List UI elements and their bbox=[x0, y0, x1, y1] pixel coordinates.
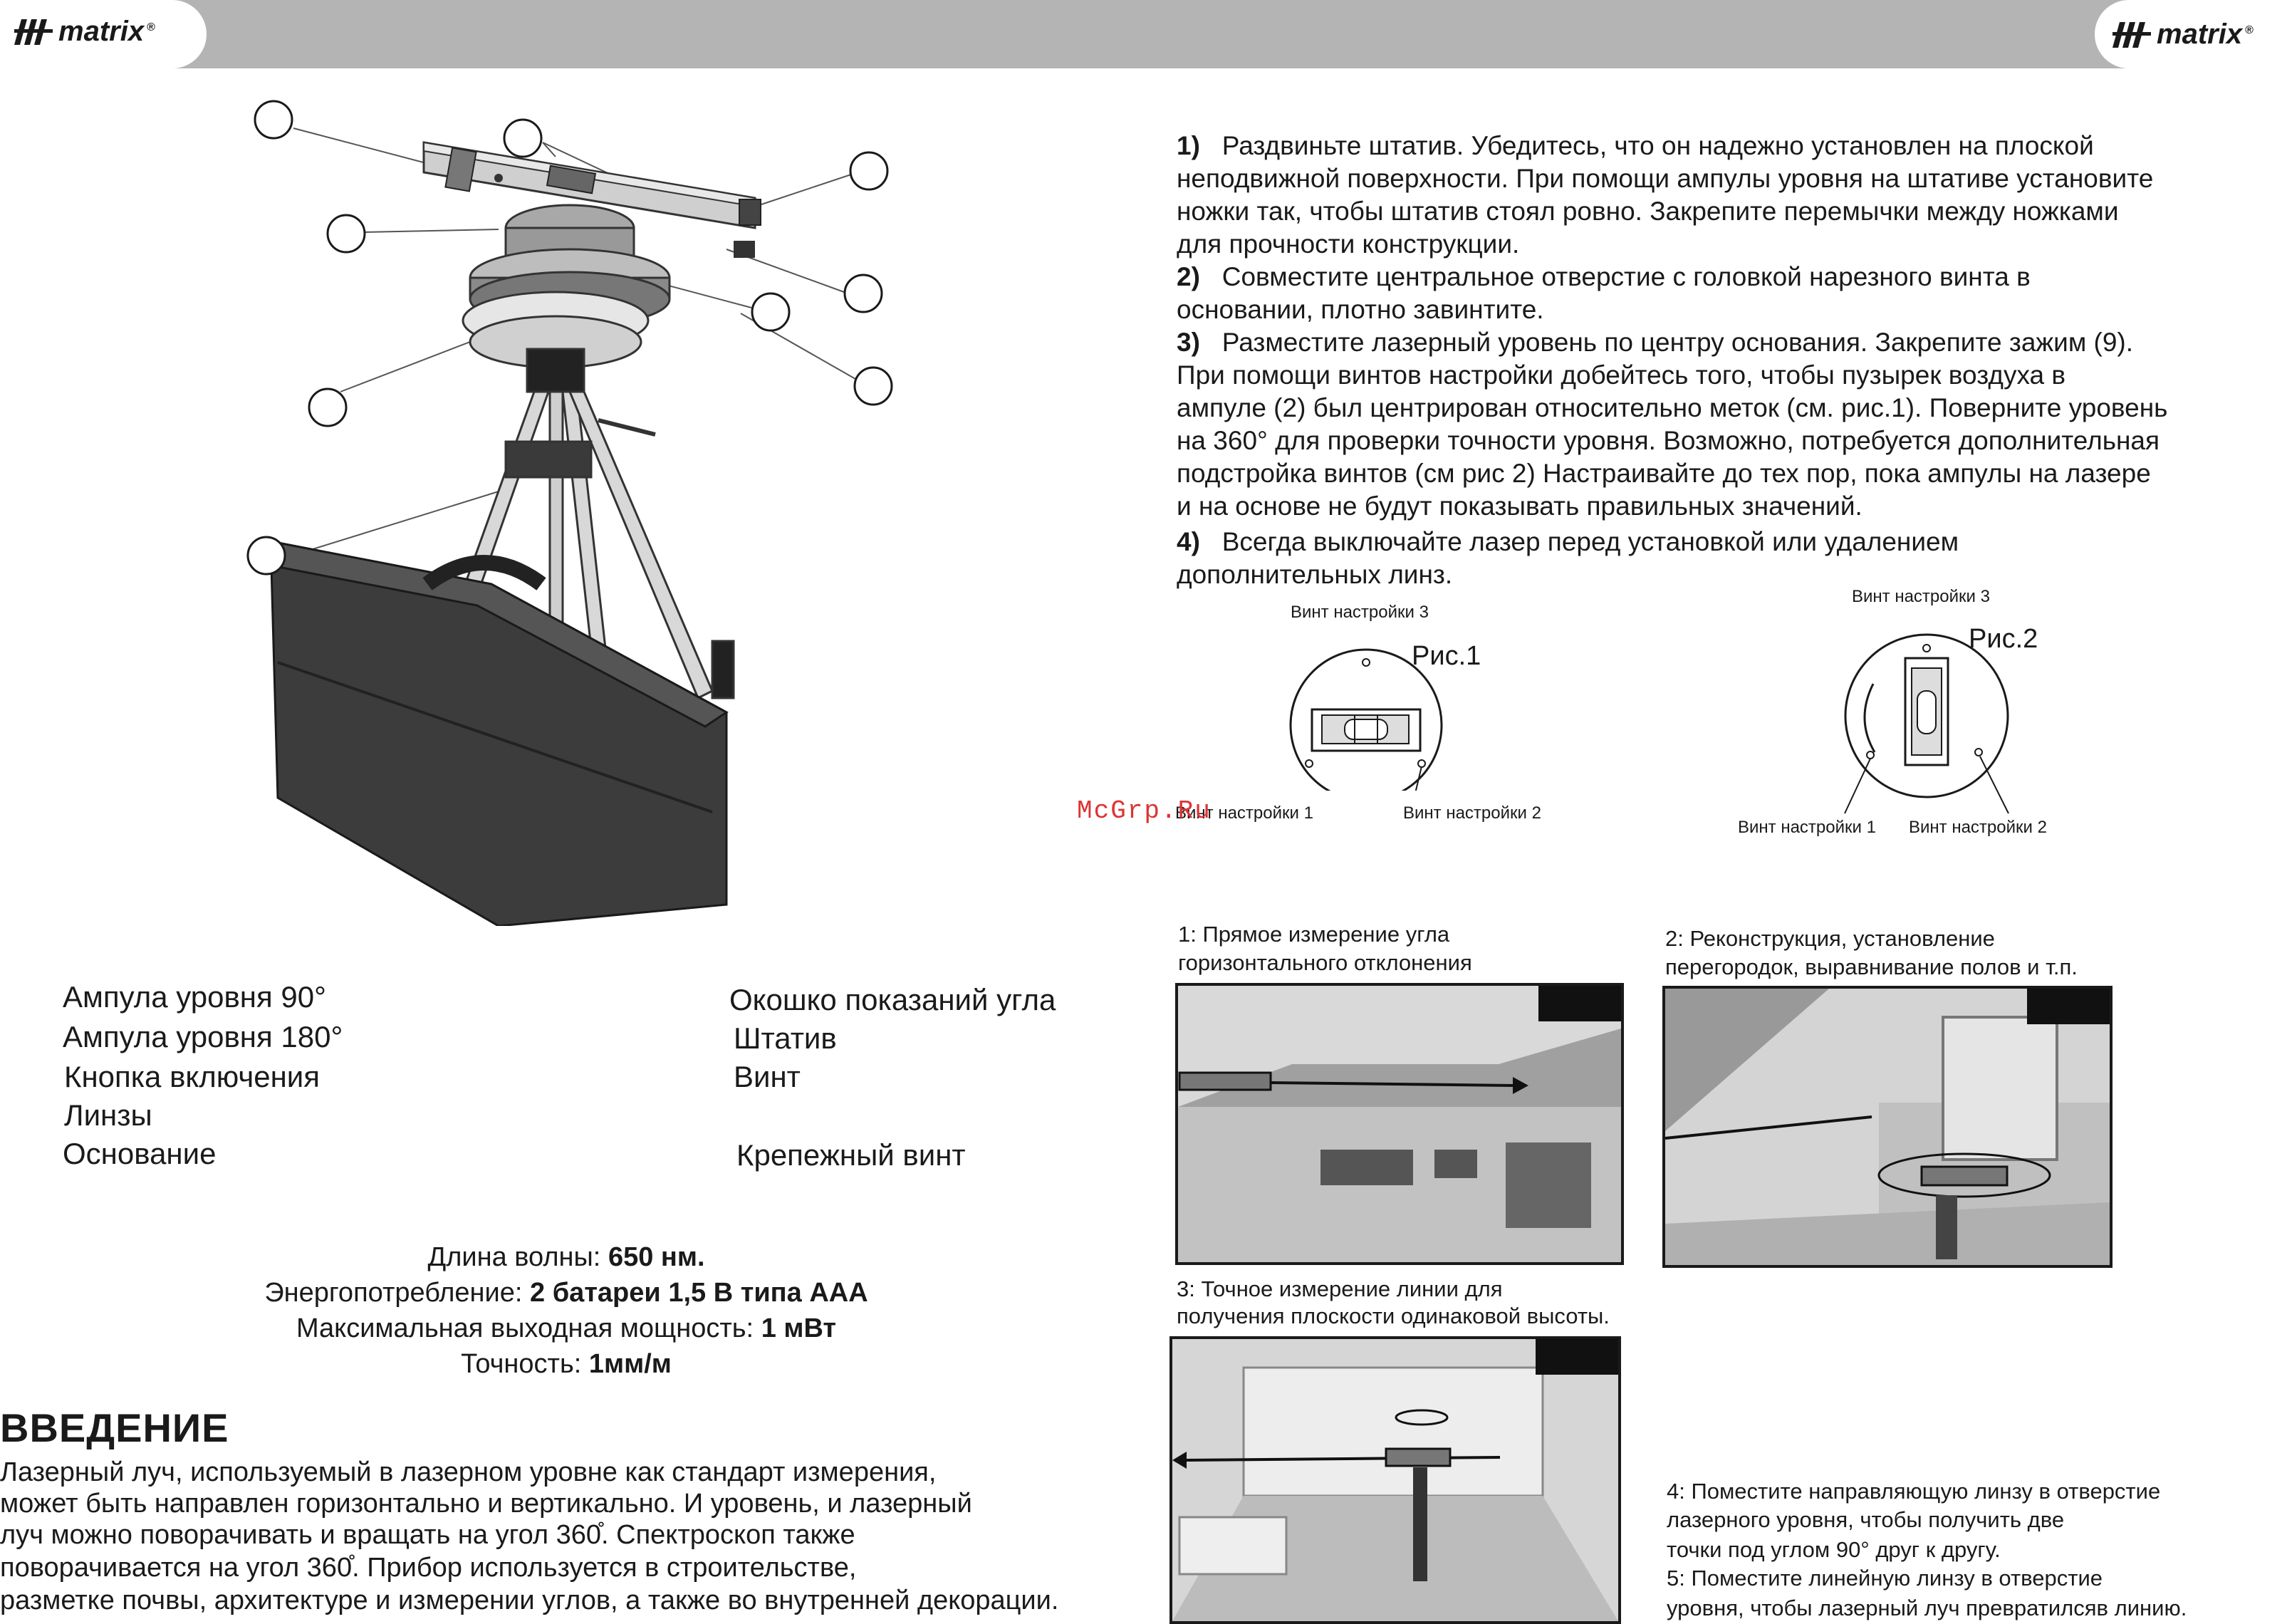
part-label: Ампула уровня 90° bbox=[63, 980, 326, 1014]
matrix-logo-icon bbox=[2113, 22, 2154, 48]
reg-mark: ® bbox=[147, 21, 155, 33]
note-line: точки под углом 90° друг к другу. bbox=[1667, 1537, 2001, 1562]
photo-illustration bbox=[1665, 989, 2110, 1265]
fig2-diagram bbox=[1781, 620, 2037, 833]
fig1-title: Рис.1 bbox=[1412, 641, 1481, 671]
spec-wavelength: Длина волны: 650 нм. bbox=[427, 1242, 705, 1272]
part-label: Винт bbox=[734, 1060, 801, 1093]
intro-line: разметке почвы, архитектуре и измерении углов, а также во внутренней декорации. bbox=[0, 1586, 1059, 1615]
instruction-line: При помощи винтов настройки добейтесь того, чтобы пузырек воздуха в bbox=[1177, 360, 2066, 390]
fig2-screw3-label: Винт настройки 3 bbox=[1852, 587, 1990, 606]
brand-name: matrix bbox=[2157, 19, 2243, 50]
matrix-logo-left bbox=[14, 16, 155, 48]
part-label: Основание bbox=[63, 1137, 217, 1170]
instruction-line: основании, плотно завинтите. bbox=[1177, 295, 1544, 324]
fig2-title: Рис.2 bbox=[1969, 624, 2038, 654]
application-caption: 2: Реконструкция, установление bbox=[1665, 926, 1995, 951]
note-line: 5: Поместите линейную линзу в отверстие bbox=[1667, 1566, 2103, 1591]
fig1-screw2-label: Винт настройки 2 bbox=[1403, 803, 1541, 823]
application-photo-2 bbox=[1662, 986, 2113, 1268]
instruction-line: ампуле (2) был центрирован относительно меток (см. рис.1). Поверните уровень bbox=[1177, 393, 2168, 422]
photo-tag bbox=[1538, 986, 1621, 1021]
instruction-step-4: 4) Всегда выключайте лазер перед установкой или удалением bbox=[1177, 527, 1959, 556]
application-caption: горизонтального отклонения bbox=[1178, 950, 1472, 975]
header-band bbox=[0, 0, 2287, 68]
photo-illustration bbox=[1178, 986, 1621, 1262]
instruction-line: ножки так, чтобы штатив стоял ровно. Закрепите перемычки между ножками bbox=[1177, 197, 2119, 226]
application-caption: 3: Точное измерение линии для bbox=[1177, 1276, 1503, 1301]
part-label: Крепежный винт bbox=[736, 1138, 966, 1172]
note-line: лазерного уровня, чтобы получить две bbox=[1667, 1507, 2065, 1532]
application-caption: получения плоскости одинаковой высоты. bbox=[1177, 1303, 1610, 1328]
application-photo-3 bbox=[1169, 1336, 1621, 1624]
instruction-line: подстройка винтов (см рис 2) Настраивайте до тех пор, пока ампулы на лазере bbox=[1177, 459, 2151, 488]
intro-line: поворачивается на угол 360̊. Прибор используется в строительстве, bbox=[0, 1553, 857, 1583]
photo-tag bbox=[2027, 989, 2110, 1024]
part-label: Окошко показаний угла bbox=[729, 983, 1056, 1016]
laser-level-illustration bbox=[214, 85, 897, 926]
part-label: Штатив bbox=[734, 1021, 837, 1055]
instruction-step-2: 2) Совместите центральное отверстие с головкой нарезного винта в bbox=[1177, 262, 2031, 291]
part-label: Линзы bbox=[64, 1098, 152, 1132]
fig1-screw3-label: Винт настройки 3 bbox=[1291, 603, 1429, 622]
application-caption: перегородок, выравнивание полов и т.п. bbox=[1665, 954, 2078, 979]
watermark: McGrp.Ru bbox=[1077, 796, 1212, 826]
instruction-step-3: 3) Разместите лазерный уровень по центру основания. Закрепите зажим (9). bbox=[1177, 328, 2134, 357]
fig2-screw2-label: Винт настройки 2 bbox=[1909, 818, 2047, 837]
application-caption: 1: Прямое измерение угла bbox=[1178, 922, 1450, 947]
instruction-line: дополнительных линз. bbox=[1177, 560, 1453, 589]
instruction-step-1: 1) Раздвиньте штатив. Убедитесь, что он надежно установлен на плоской bbox=[1177, 131, 2094, 160]
instruction-line: для прочности конструкции. bbox=[1177, 229, 1520, 259]
matrix-logo-right bbox=[2113, 19, 2254, 51]
instruction-line: на 360° для проверки точности уровня. Возможно, потребуется дополнительная bbox=[1177, 426, 2160, 455]
note-line: уровня, чтобы лазерный луч превратилсяв линию. bbox=[1667, 1596, 2187, 1620]
intro-line: луч можно поворачивать и вращать на угол 360̊. Спектроскоп также bbox=[0, 1520, 855, 1550]
spec-power: Энергопотребление: 2 батареи 1,5 В типа AAA bbox=[264, 1278, 868, 1308]
intro-line: может быть направлен горизонтально и вертикально. И уровень, и лазерный bbox=[0, 1489, 972, 1519]
spec-output: Максимальная выходная мощность: 1 мВт bbox=[296, 1313, 837, 1343]
application-photo-1 bbox=[1175, 983, 1624, 1265]
reg-mark: ® bbox=[2245, 24, 2254, 36]
matrix-logo-icon bbox=[14, 19, 56, 45]
brand-name: matrix bbox=[58, 16, 145, 47]
note-line: 4: Поместите направляющую линзу в отверстие bbox=[1667, 1479, 2161, 1504]
intro-line: Лазерный луч, используемый в лазерном уровне как стандарт измерения, bbox=[0, 1457, 937, 1487]
intro-title: ВВЕДЕНИЕ bbox=[0, 1405, 229, 1450]
part-label: Кнопка включения bbox=[64, 1060, 320, 1093]
instruction-line: и на основе не будут показывать правильных значений. bbox=[1177, 491, 1863, 521]
part-label: Ампула уровня 180° bbox=[63, 1020, 343, 1053]
fig2-screw1-label: Винт настройки 1 bbox=[1738, 818, 1876, 837]
photo-tag bbox=[1536, 1339, 1618, 1375]
instruction-line: неподвижной поверхности. При помощи ампулы уровня на штативе установите bbox=[1177, 164, 2154, 193]
photo-illustration bbox=[1172, 1339, 1618, 1621]
fig1-screw1-label: Винт настройки 1 bbox=[1175, 803, 1313, 823]
fig1-diagram bbox=[1275, 641, 1460, 791]
spec-accuracy: Точность: 1мм/м bbox=[461, 1349, 672, 1379]
